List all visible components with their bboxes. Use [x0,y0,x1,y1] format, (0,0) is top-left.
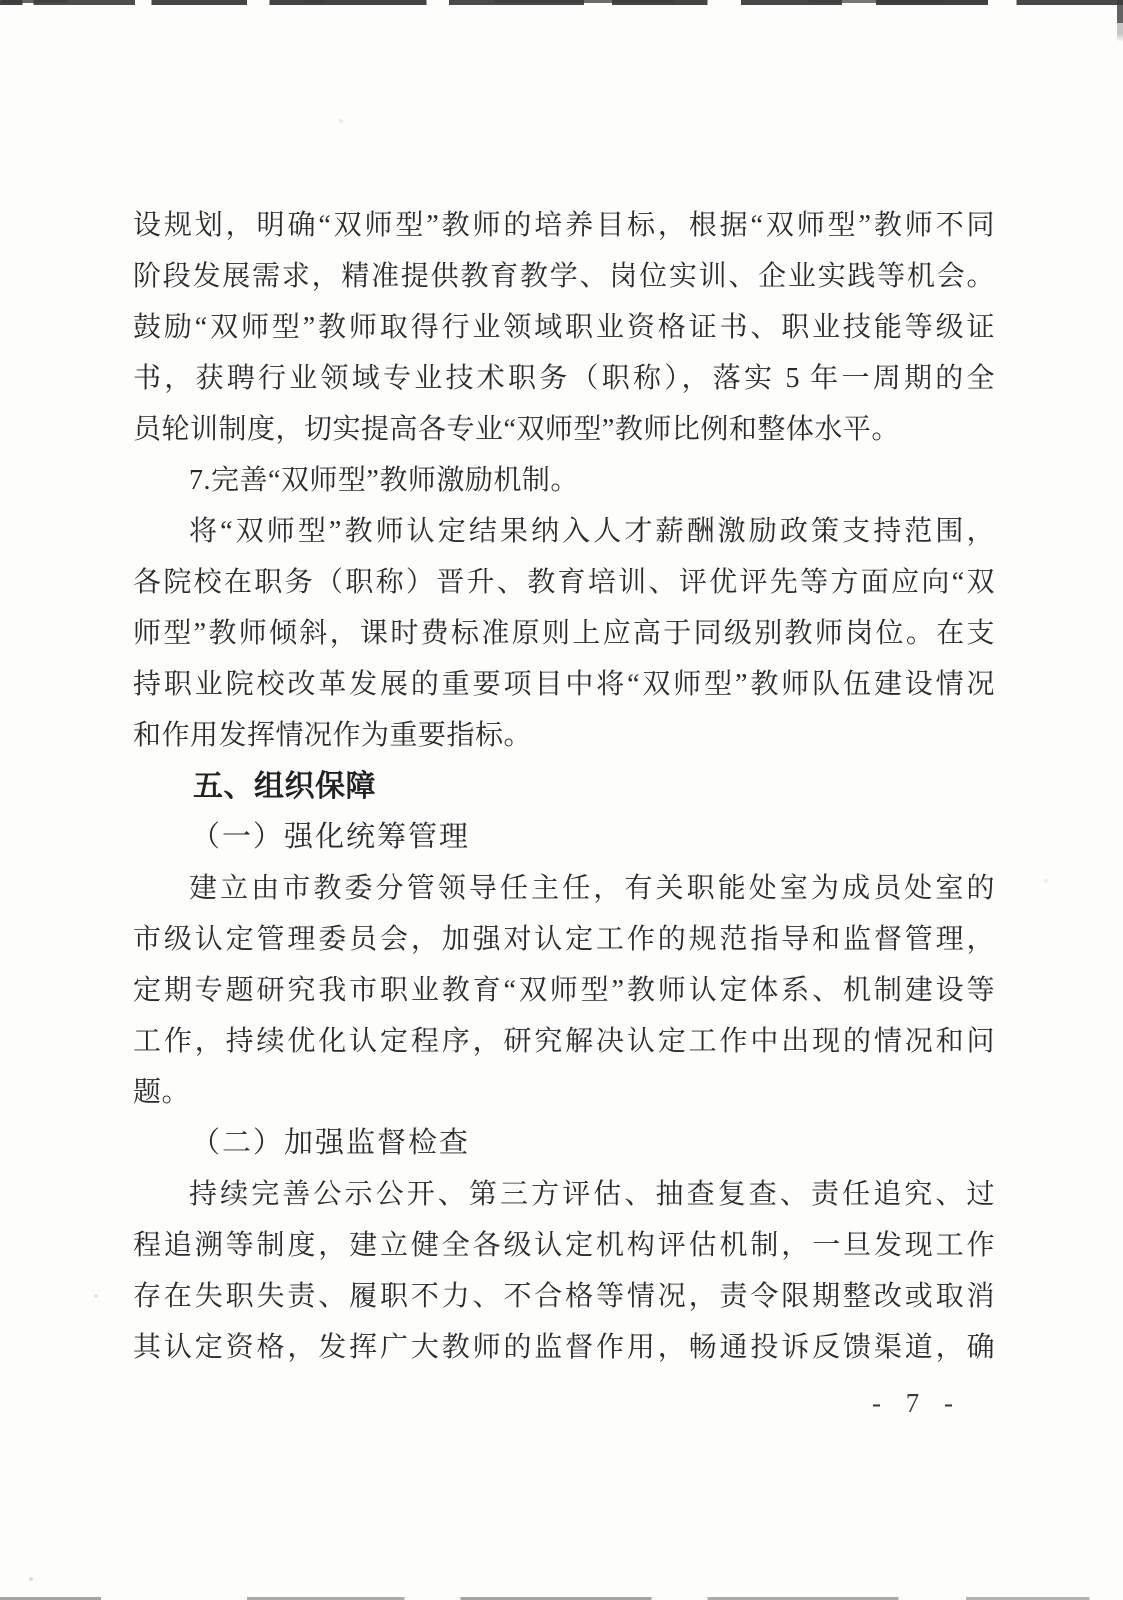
text-line: 题。 [133,1077,191,1108]
text-line: 程追溯等制度，建立健全各级认定机构评估机制，一旦发现工作 [133,1230,995,1261]
text-line: 持续完善公示公开、第三方评估、抽查复查、责任追究、过 [189,1179,995,1210]
text-line: 存在失职失责、履职不力、不合格等情况，责令限期整改或取消 [133,1281,995,1312]
document-body [133,200,995,1373]
text-line: 设规划，明确“双师型”教师的培养目标，根据“双师型”教师不同 [133,210,995,241]
text-line: 鼓励“双师型”教师取得行业领域职业资格证书、职业技能等级证 [133,312,995,343]
text-line: 定期专题研究我市职业教育“双师型”教师认定体系、机制建设等 [133,975,995,1006]
text-line: 7.完善“双师型”教师激励机制。 [189,465,579,496]
page-number: - 7 - [872,1388,962,1418]
text-line: 和作用发挥情况作为重要指标。 [133,720,533,751]
text-line: 建立由市教委分管领导任主任，有关职能处室为成员处室的 [189,873,995,904]
text-line: 阶段发展需求，精准提供教育教学、岗位实训、企业实践等机会。 [133,261,995,292]
text-line: 各院校在职务（职称）晋升、教育培训、评优评先等方面应向“双 [133,567,995,598]
text-line: 将“双师型”教师认定结果纳入人才薪酬激励政策支持范围， [189,516,995,547]
text-line: 书，获聘行业领域专业技术职务（职称），落实 5 年一周期的全 [133,363,995,394]
text-line: 工作，持续优化认定程序，研究解决认定工作中出现的情况和问 [133,1026,995,1057]
text-line: 持职业院校改革发展的重要项目中将“双师型”教师队伍建设情况 [133,669,995,700]
text-line: 员轮训制度，切实提高各专业“双师型”教师比例和整体水平。 [133,414,900,445]
text-line: （一）强化统筹管理 [191,821,471,853]
scan-speckles [0,0,2,2]
text-line: 师型”教师倾斜，课时费标准原则上应高于同级别教师岗位。在支 [133,618,995,649]
text-line: 五、组织保障 [193,770,376,803]
scan-edge-artifact-top [0,0,1123,7]
text-line: （二）加强监督检查 [191,1127,471,1159]
text-line: 其认定资格，发挥广大教师的监督作用，畅通投诉反馈渠道，确 [133,1332,995,1363]
scan-corner-mark [1117,0,1123,42]
text-line: 市级认定管理委员会，加强对认定工作的规范指导和监督管理， [133,924,995,955]
